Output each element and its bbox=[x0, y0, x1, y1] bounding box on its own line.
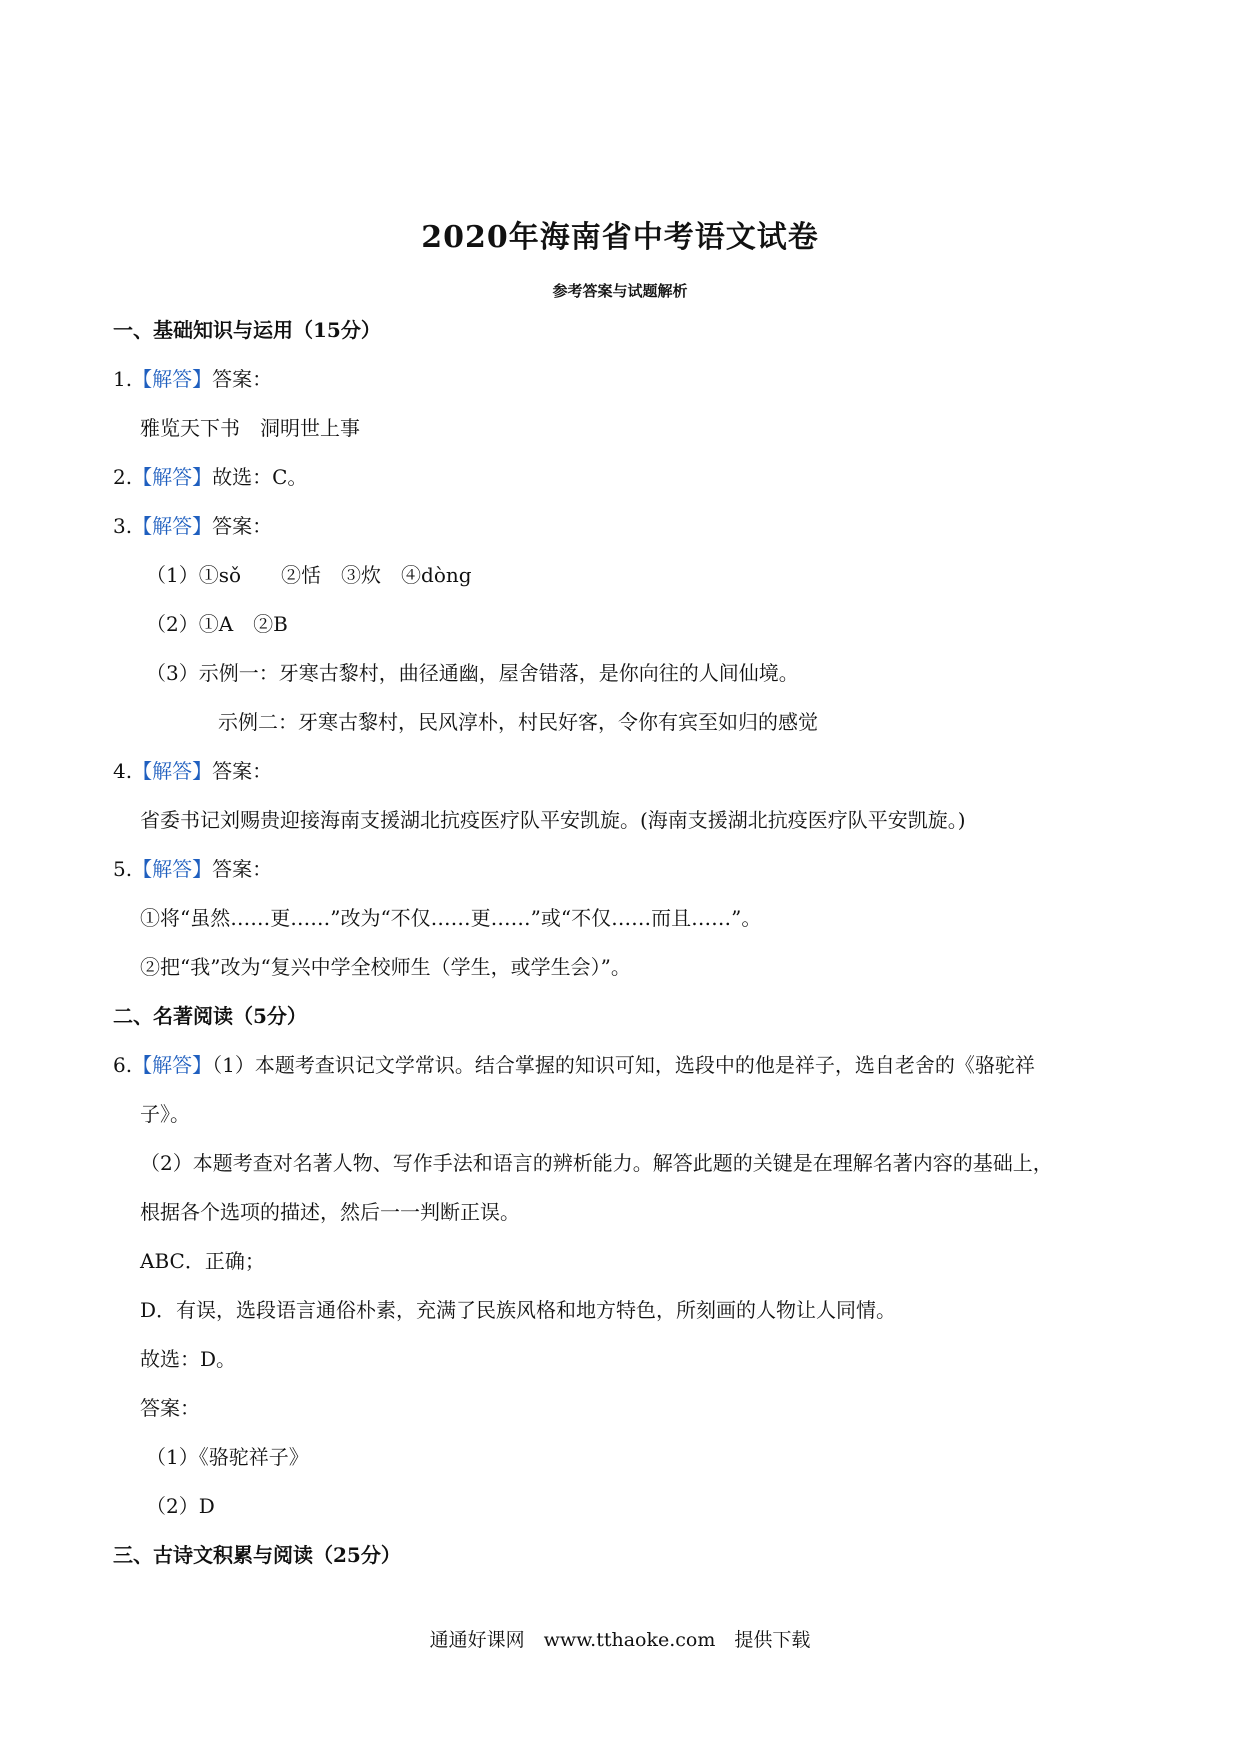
answer-lead: 答案： bbox=[212, 367, 273, 391]
q6-answer-1: （1）《骆驼祥子》 bbox=[146, 1445, 309, 1469]
question-3 bbox=[113, 511, 272, 541]
q5-answer-1: ①将“虽然……更……”改为“不仅……更……”或“不仅……而且……”。 bbox=[140, 906, 762, 930]
q6-part-2-line-1: （2）本题考查对名著人物、写作手法和语言的辨析能力。解答此题的关键是在理解名著内容的基础上， bbox=[140, 1151, 1053, 1175]
question-4 bbox=[113, 756, 272, 786]
answer-lead: （1）本题考查识记文学常识。结合掌握的知识可知，选段中的他是祥子，选自老舍的《骆驼祥 bbox=[212, 1053, 1035, 1077]
q1-answer: 雅览天下书 洞明世上事 bbox=[140, 416, 360, 440]
q5-answer-2: ②把“我”改为“复兴中学全校师生（学生，或学生会）”。 bbox=[140, 955, 631, 979]
answer-lead: 答案： bbox=[212, 857, 273, 881]
question-number: 1. bbox=[113, 367, 133, 391]
section-heading-1: 一、基础知识与运用（15分） bbox=[113, 318, 381, 342]
answer-tag: 【解答】 bbox=[132, 1053, 213, 1077]
question-number: 3. bbox=[113, 514, 133, 538]
q6-answer-2: （2）D bbox=[146, 1494, 215, 1518]
q3-part-2: （2）①A ②B bbox=[146, 612, 288, 636]
q6-lead-continued: 子》。 bbox=[140, 1102, 190, 1126]
q6-choice: 故选：D。 bbox=[140, 1347, 237, 1371]
page-footer: 通通好课网 www.tthaoke.com 提供下载 bbox=[429, 1629, 811, 1651]
q3-part-3-example-2: 示例二：牙寒古黎村，民风淳朴，村民好客，令你有宾至如归的感觉 bbox=[218, 710, 818, 734]
question-2 bbox=[113, 462, 307, 492]
section-heading-2: 二、名著阅读（5分） bbox=[113, 1004, 307, 1028]
answer-tag: 【解答】 bbox=[132, 514, 213, 538]
question-5 bbox=[113, 854, 272, 884]
answer-tag: 【解答】 bbox=[132, 759, 213, 783]
answer-tag: 【解答】 bbox=[132, 367, 213, 391]
q4-answer: 省委书记刘赐贵迎接海南支援湖北抗疫医疗队平安凯旋。(海南支援湖北抗疫医疗队平安凯旋。) bbox=[140, 808, 966, 832]
answer-tag: 【解答】 bbox=[132, 857, 213, 881]
question-number: 5. bbox=[113, 857, 133, 881]
question-number: 4. bbox=[113, 759, 133, 783]
question-number: 6. bbox=[113, 1053, 133, 1077]
q6-option-d: D．有误，选段语言通俗朴素，充满了民族风格和地方特色，所刻画的人物让人同情。 bbox=[140, 1298, 897, 1322]
page-title: 2020年海南省中考语文试卷 bbox=[421, 220, 819, 255]
question-number: 2. bbox=[113, 465, 133, 489]
page-subtitle: 参考答案与试题解析 bbox=[552, 282, 688, 300]
answer-tag: 【解答】 bbox=[132, 465, 213, 489]
question-6 bbox=[113, 1050, 1035, 1080]
section-heading-3: 三、古诗文积累与阅读（25分） bbox=[113, 1543, 401, 1567]
q6-answer-label: 答案： bbox=[140, 1396, 200, 1420]
answer-lead: 故选：C。 bbox=[212, 465, 308, 489]
q3-part-3-example-1: （3）示例一：牙寒古黎村，曲径通幽，屋舍错落，是你向往的人间仙境。 bbox=[146, 661, 799, 685]
answer-lead: 答案： bbox=[212, 759, 273, 783]
question-1 bbox=[113, 364, 272, 394]
q6-option-abc: ABC．正确； bbox=[140, 1249, 265, 1273]
answer-lead: 答案： bbox=[212, 514, 273, 538]
q6-part-2-line-2: 根据各个选项的描述，然后一一判断正误。 bbox=[140, 1200, 520, 1224]
q3-part-1: （1）①sǒ ②恬 ③炊 ④dòng bbox=[146, 563, 472, 587]
